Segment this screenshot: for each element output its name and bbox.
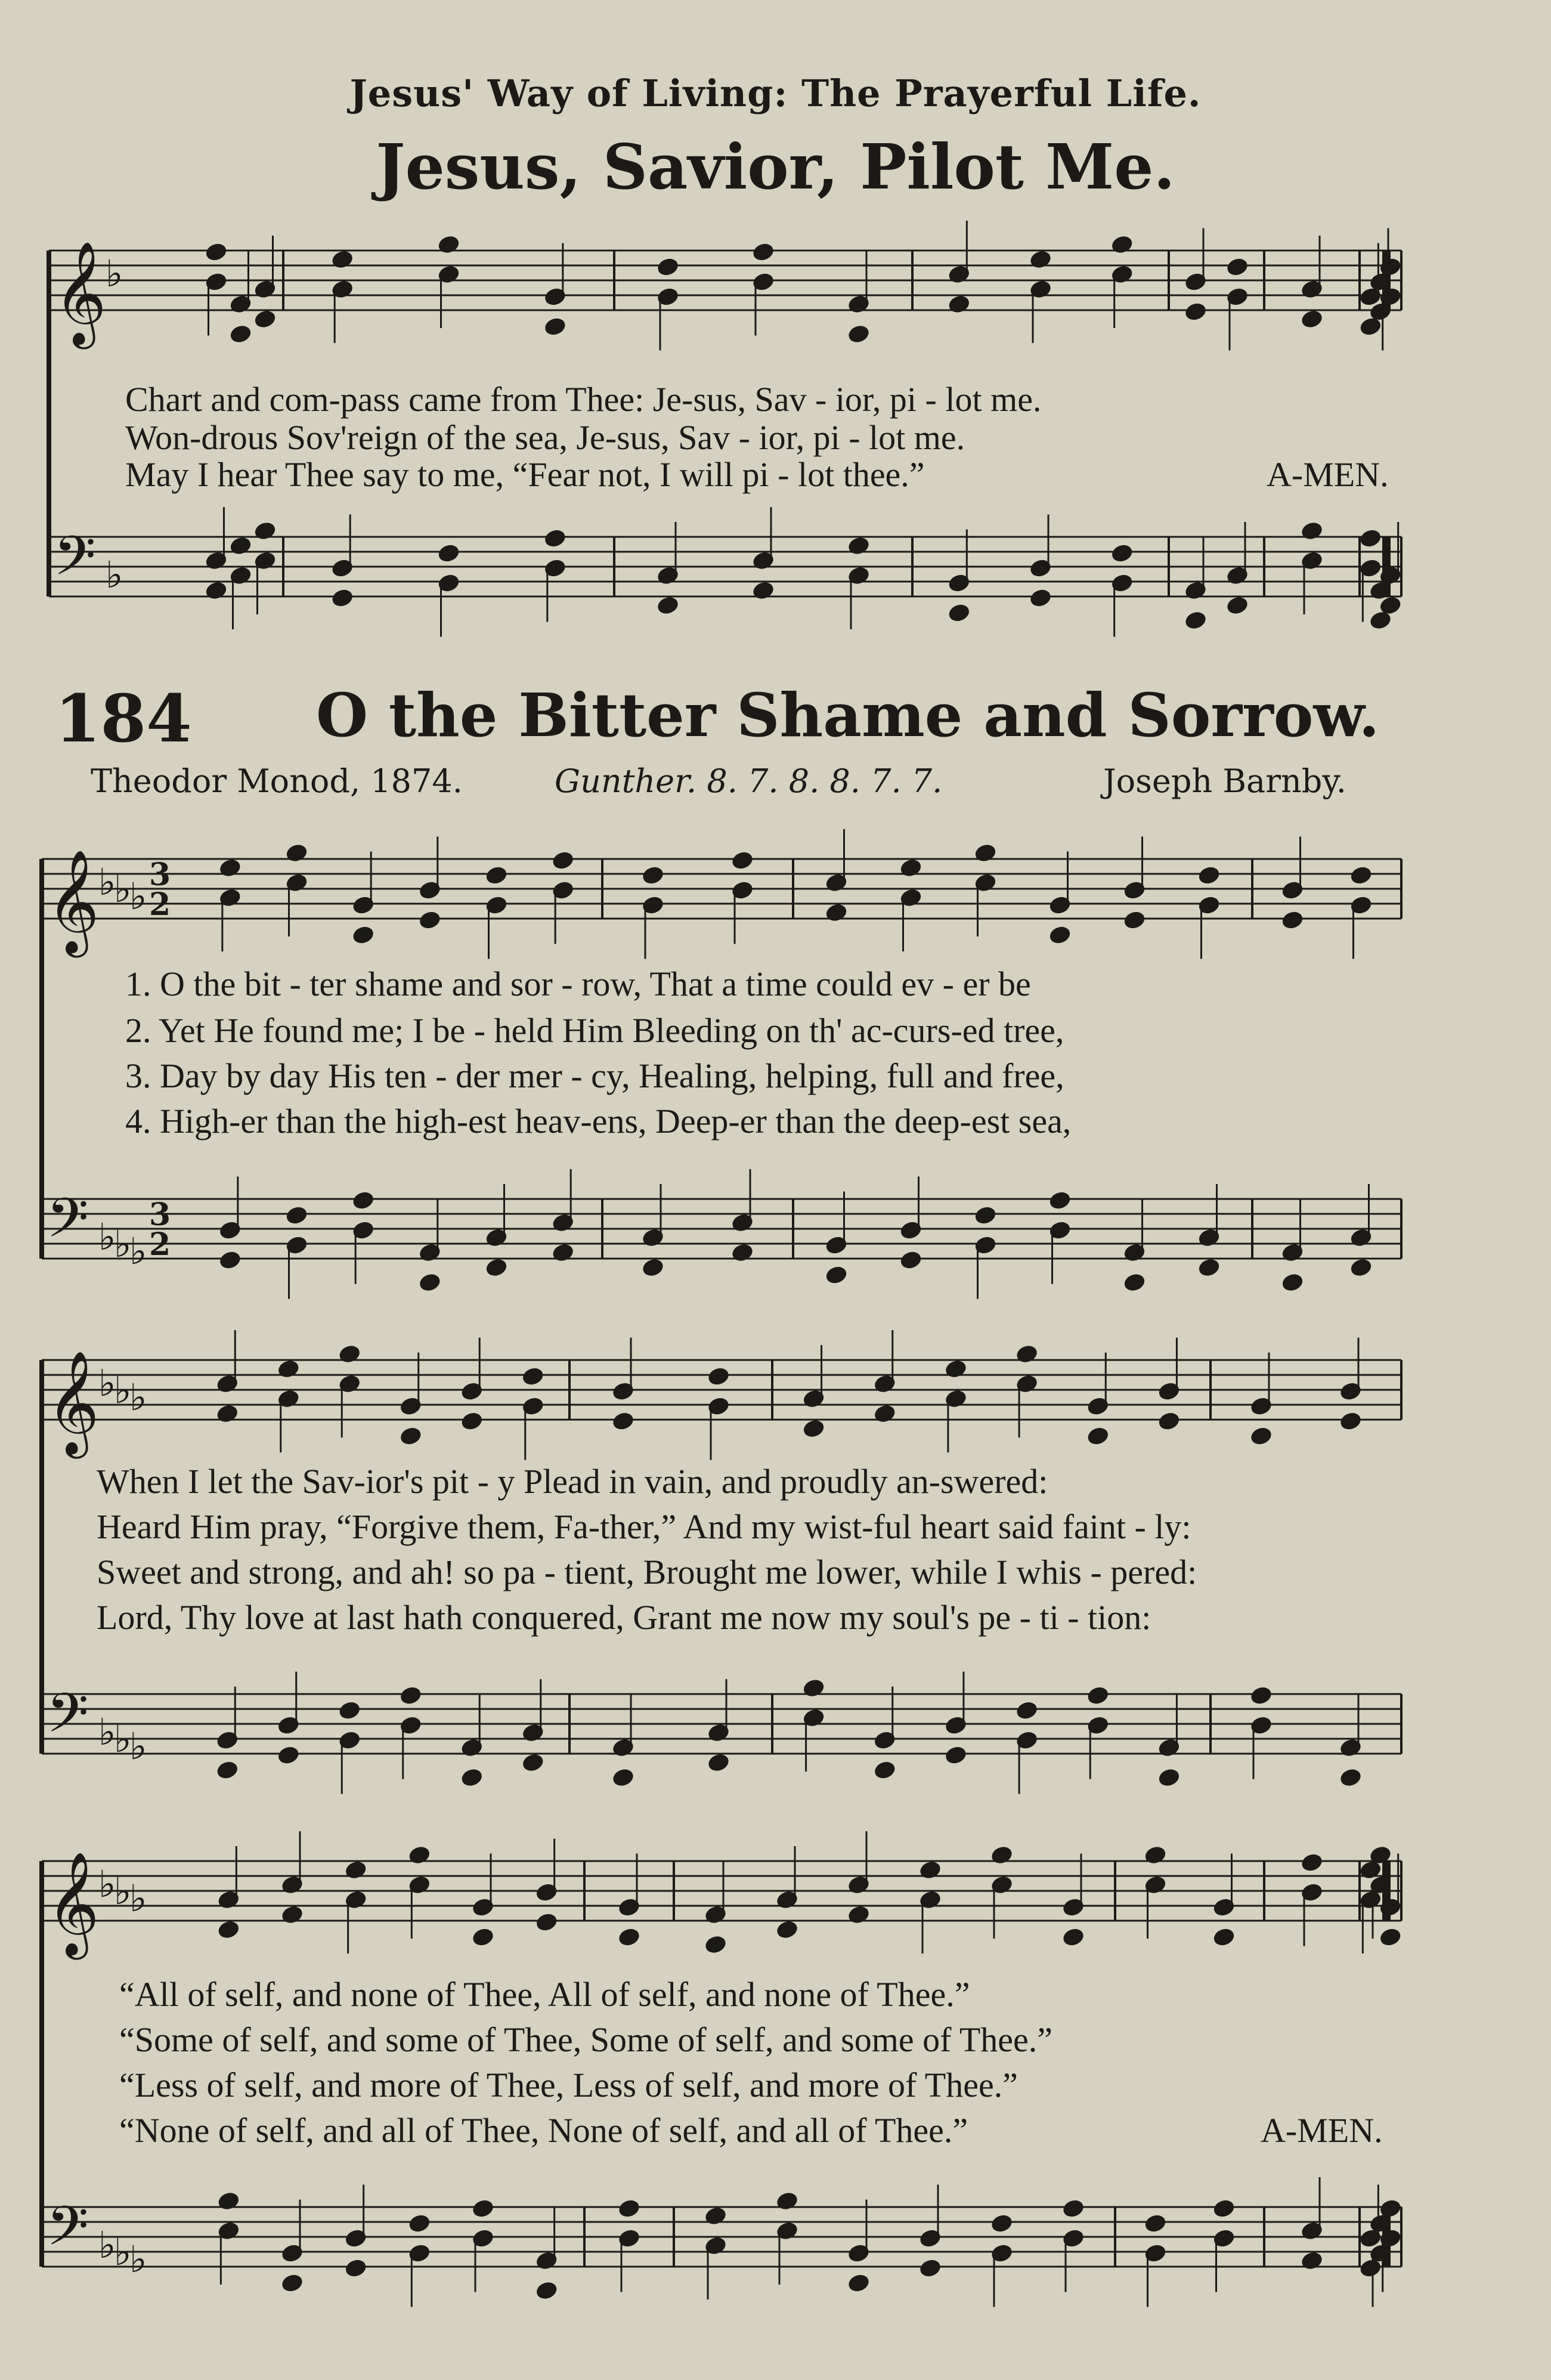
- note-head: [1360, 317, 1381, 336]
- note-head: [472, 1928, 494, 1946]
- note-head: [945, 1746, 967, 1764]
- flat-sign: ♭: [129, 1376, 147, 1419]
- note-head: [1213, 1928, 1235, 1946]
- note-head: [206, 243, 227, 261]
- note-head: [1282, 911, 1304, 929]
- note-head: [522, 1367, 544, 1386]
- note-head: [1063, 1928, 1084, 1946]
- s3-verse-1: “All of self, and none of Thee, All of self, and none of Thee.”: [119, 1975, 970, 2014]
- note-head: [1124, 1274, 1146, 1292]
- note-head: [352, 1191, 374, 1210]
- note-head: [826, 1266, 847, 1284]
- time-signature-digit: 3: [149, 1197, 171, 1233]
- note-head: [975, 1206, 996, 1225]
- note-head: [472, 2199, 494, 2218]
- sys2-bass-staff: [42, 1694, 1401, 1754]
- flat-sign: ♭: [106, 252, 123, 295]
- note-head: [1360, 2259, 1381, 2277]
- note-head: [920, 2259, 941, 2277]
- note-head: [544, 317, 566, 336]
- note-head: [708, 1754, 729, 1772]
- note-head: [612, 1769, 634, 1787]
- flat-sign: ♭: [114, 867, 132, 911]
- hymn-number: 184: [55, 680, 192, 757]
- s1-verse-3: 3. Day by day His ten - der mer - cy, Healing, helping, full and free,: [125, 1056, 1064, 1095]
- note-head: [1351, 1259, 1372, 1277]
- note-head: [1213, 2199, 1235, 2218]
- note-head: [732, 851, 753, 870]
- prev-amen: A-MEN.: [1267, 455, 1389, 494]
- note-head: [1340, 1769, 1361, 1787]
- note-head: [618, 2199, 640, 2218]
- sys1-bass-staff: [42, 1199, 1401, 1259]
- note-head: [642, 1259, 664, 1277]
- note-head: [461, 1769, 482, 1787]
- note-head: [286, 1206, 308, 1225]
- s2-verse-3: Sweet and strong, and ah! so pa - tient, Brought me lower, while I whis - pered:: [97, 1553, 1197, 1591]
- note-head: [1050, 1191, 1071, 1210]
- flat-sign: ♭: [129, 1724, 147, 1768]
- note-head: [332, 589, 353, 607]
- note-head: [278, 1746, 299, 1764]
- note-head: [708, 1367, 729, 1386]
- bass-clef: 𝄢: [54, 524, 96, 601]
- flat-sign: ♭: [114, 1717, 132, 1761]
- note-head: [1250, 1427, 1272, 1445]
- note-head: [219, 1251, 241, 1269]
- note-head: [1250, 1686, 1272, 1705]
- note-head: [948, 604, 970, 622]
- treble-clef: 𝄞: [47, 1852, 100, 1955]
- note-head: [612, 1412, 634, 1430]
- final-bar-thick: [1382, 1861, 1391, 1921]
- s2-verse-4: Lord, Thy love at last hath conquered, Grant me now my soul's pe - ti - tion:: [97, 1598, 1151, 1637]
- note-head: [1030, 589, 1051, 607]
- note-head: [486, 866, 507, 885]
- note-head: [419, 911, 441, 929]
- note-head: [1282, 1274, 1304, 1292]
- time-signature-digit: 3: [149, 857, 171, 893]
- hymn-composer: Joseph Barnby.: [1103, 762, 1346, 800]
- note-head: [1016, 1701, 1038, 1720]
- note-head: [1351, 866, 1372, 885]
- note-head: [1124, 911, 1146, 929]
- flat-sign: ♭: [129, 874, 147, 918]
- note-head: [1340, 1412, 1361, 1430]
- treble-clef: 𝄞: [47, 849, 100, 953]
- note-head: [339, 1701, 360, 1720]
- note-head: [1227, 258, 1248, 276]
- note-head: [1301, 1853, 1323, 1872]
- flat-sign: ♭: [114, 1869, 132, 1913]
- note-head: [419, 1274, 441, 1292]
- note-head: [218, 1921, 239, 1939]
- note-head: [1185, 302, 1206, 321]
- flat-sign: ♭: [129, 1877, 147, 1920]
- note-head: [1360, 529, 1381, 548]
- s2-verse-2: Heard Him pray, “Forgive them, Fa-ther,” And my wist-ful heart said faint - ly:: [97, 1507, 1191, 1546]
- note-head: [522, 1754, 544, 1772]
- note-head: [618, 1928, 640, 1946]
- treble-clef: 𝄞: [54, 241, 107, 345]
- note-head: [536, 2282, 558, 2300]
- tune-meter: Gunther. 8. 7. 8. 8. 7. 7.: [555, 762, 943, 800]
- note-head: [345, 2259, 367, 2277]
- bass-clef: 𝄢: [47, 2194, 89, 2271]
- flat-sign: ♭: [106, 553, 123, 596]
- note-head: [281, 2274, 303, 2292]
- note-head: [552, 851, 574, 870]
- note-head: [408, 2214, 430, 2233]
- flat-sign: ♭: [98, 1215, 116, 1259]
- note-head: [657, 258, 679, 276]
- note-head: [1145, 2214, 1166, 2233]
- treble-clef: 𝄞: [47, 1350, 100, 1454]
- note-head: [536, 1913, 558, 1931]
- note-head: [848, 325, 869, 344]
- prev-lyric-line-3: May I hear Thee say to me, “Fear not, I will pi - lot thee.”: [125, 455, 925, 494]
- note-head: [874, 1761, 896, 1779]
- flat-sign: ♭: [98, 2223, 116, 2267]
- flat-sign: ♭: [129, 1229, 147, 1273]
- final-bar-thick: [1382, 537, 1391, 596]
- s3-verse-2: “Some of self, and some of Thee, Some of self, and some of Thee.”: [119, 2020, 1053, 2059]
- note-head: [461, 1412, 482, 1430]
- note-head: [705, 1936, 726, 1954]
- note-head: [1050, 926, 1071, 944]
- note-head: [1063, 2199, 1084, 2218]
- final-bar-thick: [1382, 251, 1391, 310]
- section-header: Jesus' Way of Living: The Prayerful Life.: [349, 72, 1202, 115]
- note-head: [1159, 1412, 1180, 1430]
- previous-hymn-title: Jesus, Savior, Pilot Me.: [376, 130, 1175, 203]
- note-head: [803, 1420, 825, 1438]
- note-head: [400, 1427, 422, 1445]
- time-signature-digit: 2: [149, 1226, 171, 1263]
- note-head: [352, 926, 374, 944]
- flat-sign: ♭: [98, 1361, 116, 1405]
- note-head: [1185, 611, 1206, 630]
- note-head: [991, 2214, 1013, 2233]
- note-head: [776, 1921, 798, 1939]
- hymn-author: Theodor Monod, 1874.: [91, 762, 463, 800]
- note-head: [1370, 611, 1391, 630]
- flat-sign: ♭: [129, 2237, 147, 2281]
- prev-lyric-line-1: Chart and com-pass came from Thee: Je-sus, Sav - ior, pi - lot me.: [125, 380, 1042, 419]
- note-head: [1087, 1686, 1109, 1705]
- note-head: [1227, 596, 1248, 615]
- s1-verse-1: 1. O the bit - ter shame and sor - row, That a time could ev - er be: [125, 965, 1031, 1003]
- note-head: [848, 2274, 869, 2292]
- note-head: [1159, 1769, 1180, 1787]
- flat-sign: ♭: [98, 860, 116, 904]
- flat-sign: ♭: [114, 1222, 132, 1266]
- s3-verse-3: “Less of self, and more of Thee, Less of self, and more of Thee.”: [119, 2066, 1018, 2104]
- note-head: [216, 1761, 238, 1779]
- flat-sign: ♭: [114, 1368, 132, 1412]
- sys1-treble-staff: [42, 859, 1401, 919]
- note-head: [1087, 1427, 1109, 1445]
- note-head: [1301, 310, 1323, 329]
- note-head: [486, 1259, 507, 1277]
- note-head: [642, 866, 664, 885]
- prev-lyric-line-2: Won-drous Sov'reign of the sea, Je-sus, Sav - ior, pi - lot me.: [125, 418, 965, 457]
- note-head: [230, 325, 252, 344]
- note-head: [657, 596, 679, 615]
- bass-clef: 𝄢: [47, 1682, 89, 1758]
- note-head: [1199, 1259, 1220, 1277]
- flat-sign: ♭: [98, 1710, 116, 1754]
- note-head: [1380, 1928, 1401, 1946]
- time-signature-digit: 2: [149, 886, 171, 923]
- note-head: [400, 1686, 422, 1705]
- note-head: [438, 544, 460, 562]
- s1-verse-2: 2. Yet He found me; I be - held Him Bleeding on th' ac-curs-ed tree,: [125, 1011, 1064, 1050]
- note-head: [1380, 596, 1401, 615]
- final-bar-thick: [1382, 2207, 1391, 2267]
- note-head: [1199, 866, 1220, 885]
- hymn-title: O the Bitter Shame and Sorrow.: [316, 680, 1380, 750]
- note-head: [753, 243, 774, 261]
- bass-clef: 𝄢: [47, 1186, 89, 1263]
- note-head: [544, 529, 566, 548]
- note-head: [255, 310, 276, 329]
- s3-verse-4: “None of self, and all of Thee, None of self, and all of Thee.”: [119, 2111, 968, 2150]
- note-head: [1112, 544, 1133, 562]
- flat-sign: ♭: [114, 2230, 132, 2274]
- note-head: [900, 1251, 922, 1269]
- s1-verse-4: 4. High-er than the high-est heav-ens, Deep-er than the deep-est sea,: [125, 1102, 1072, 1140]
- amen: A-MEN.: [1261, 2111, 1383, 2150]
- flat-sign: ♭: [98, 1862, 116, 1906]
- s2-verse-1: When I let the Sav-ior's pit - y Plead in vain, and proudly an-swered:: [97, 1462, 1048, 1501]
